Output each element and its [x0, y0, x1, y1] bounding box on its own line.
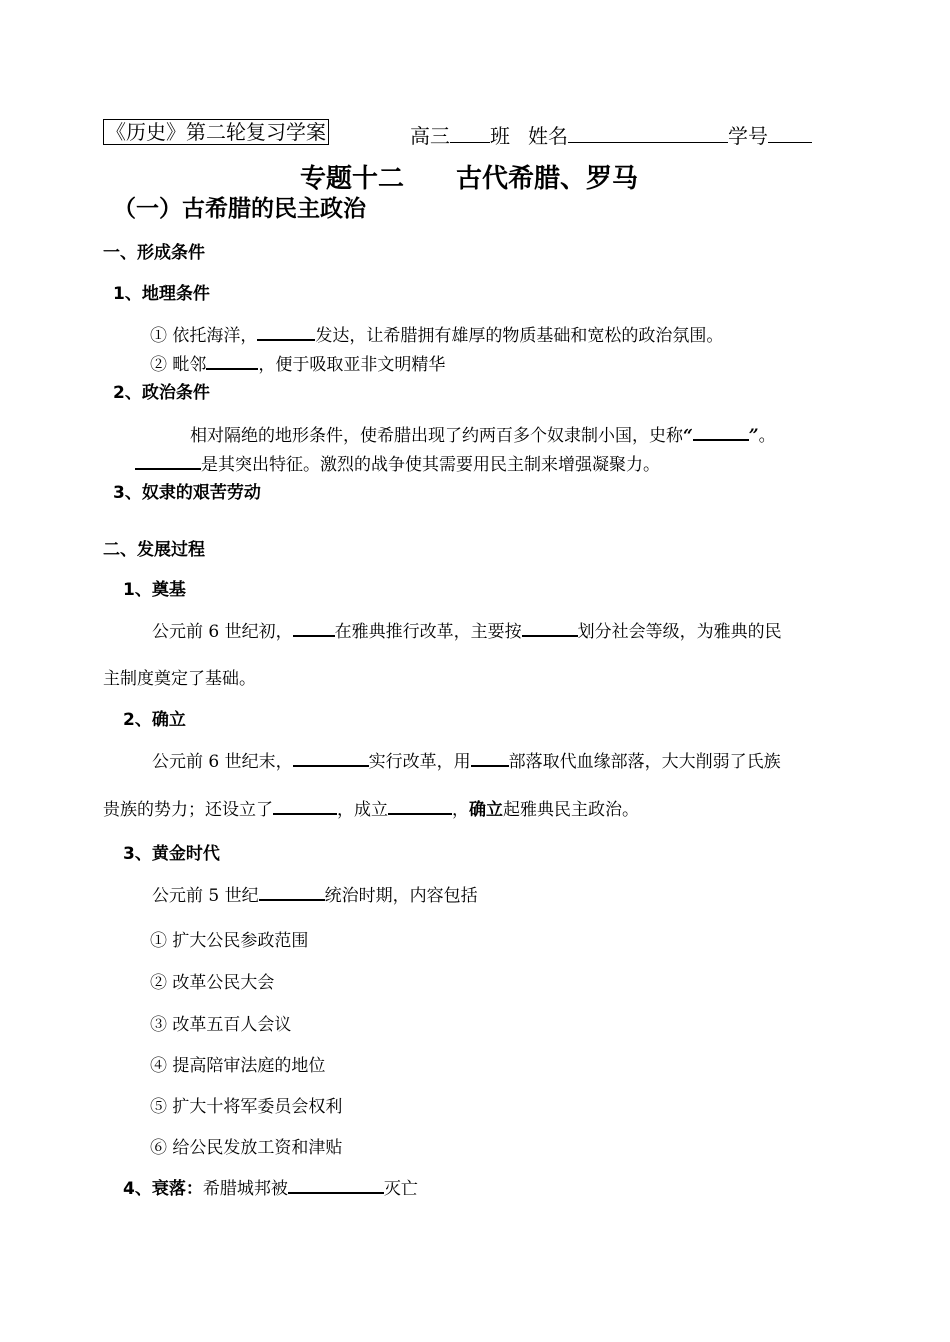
list-item: ④ 提高陪审法庭的地位	[150, 1056, 326, 1076]
section-heading: 二、发展过程	[103, 540, 205, 560]
geo-item-2: ② 毗邻 ，便于吸取亚非文明精华	[150, 350, 445, 375]
close-quote: ”	[748, 426, 759, 446]
subsection-heading: 2、确立	[123, 710, 186, 730]
blank-field[interactable]	[693, 421, 749, 441]
blank-field[interactable]	[522, 617, 578, 637]
name-label: 姓名	[528, 124, 568, 148]
pol-line-1: 相对隔绝的地形条件，使希腊出现了约两百多个奴隶制小国，史称“ ”。	[190, 421, 776, 446]
subsection-heading: 4、衰落：	[123, 1179, 203, 1199]
header-row	[103, 120, 329, 144]
grade-label: 高三	[410, 124, 450, 148]
list-item: ① 扩大公民参政范围	[150, 931, 309, 951]
number-label: 学号	[728, 124, 768, 148]
list-item: ③ 改革五百人会议	[150, 1015, 292, 1035]
section-heading: 一、形成条件	[103, 243, 205, 263]
open-quote: “	[683, 426, 693, 446]
list-item: ② 改革公民大会	[150, 973, 275, 993]
blank-field[interactable]	[293, 747, 369, 767]
topic-title: 古代希腊、罗马	[456, 164, 639, 194]
list-item: ⑤ 扩大十将军委员会权利	[150, 1097, 343, 1117]
subsection-heading: 1、奠基	[123, 580, 186, 600]
class-field[interactable]	[450, 124, 490, 143]
decline-line: 4、衰落：希腊城邦被 灭亡	[123, 1174, 418, 1199]
establish-line-1: 公元前 6 世纪末， 实行改革，用 部落取代血缘部落，大大削弱了氏族	[152, 747, 781, 772]
blank-field[interactable]	[257, 321, 315, 341]
establish-line-2: 贵族的势力；还设立了 ，成立 ，确立起雅典民主政治。	[103, 795, 639, 820]
subsection-heading: 3、黄金时代	[123, 844, 220, 864]
blank-field[interactable]	[293, 617, 335, 637]
course-label: 《历史》第二轮复习学案	[103, 119, 329, 145]
part-heading: （一）古希腊的民主政治	[113, 196, 366, 222]
subsection-heading: 2、政治条件	[113, 383, 210, 403]
name-field[interactable]	[568, 124, 728, 143]
found-line-1: 公元前 6 世纪初， 在雅典推行改革，主要按 划分社会等级，为雅典的民	[152, 617, 782, 642]
blank-field[interactable]	[388, 795, 452, 815]
blank-field[interactable]	[471, 747, 509, 767]
found-line-2: 主制度奠定了基础。	[103, 669, 256, 689]
blank-field[interactable]	[259, 881, 325, 901]
golden-intro: 公元前 5 世纪 统治时期，内容包括	[152, 881, 478, 906]
subsection-heading: 1、地理条件	[113, 284, 210, 304]
geo-item-1: ① 依托海洋， 发达，让希腊拥有雄厚的物质基础和宽松的政治氛围。	[150, 321, 723, 346]
blank-field[interactable]	[135, 450, 201, 470]
list-item: ⑥ 给公民发放工资和津贴	[150, 1138, 343, 1158]
topic-number: 专题十二	[300, 164, 405, 194]
subsection-heading: 3、奴隶的艰苦劳动	[113, 483, 261, 503]
class-label: 班	[490, 124, 510, 148]
student-info	[410, 120, 812, 149]
pol-line-2: 是其突出特征。激烈的战争使其需要用民主制来增强凝聚力。	[135, 450, 660, 475]
blank-field[interactable]	[288, 1174, 384, 1194]
blank-field[interactable]	[273, 795, 337, 815]
number-field[interactable]	[768, 124, 812, 143]
blank-field[interactable]	[206, 350, 258, 370]
